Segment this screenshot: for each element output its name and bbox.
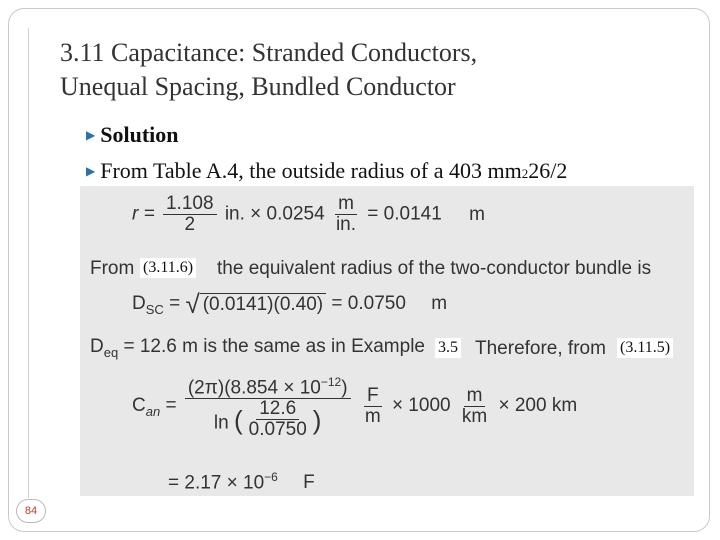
r-unit-fraction [333, 194, 359, 235]
can-equation [132, 372, 577, 440]
can-denominator: ln ( $\frac{12.6}{0.0750}$ ) [213, 398, 322, 441]
can-num-exp: −12 [320, 375, 342, 389]
ref-eq-3-11-5: (3.11.5) [617, 338, 673, 358]
dsc-eq: = [163, 293, 181, 315]
deq-line [90, 336, 425, 360]
slide-title [60, 36, 477, 104]
km-den: km [461, 405, 488, 427]
equation-panel [80, 186, 694, 496]
final-unit: F [303, 472, 315, 494]
bullet-icon: ▶ [86, 128, 96, 142]
deq-text: = 12.6 m is the same as in Example [118, 336, 425, 357]
r-unit: m [469, 203, 485, 225]
r-mid: in. × 0.0254 [224, 203, 325, 225]
can-fraction [185, 372, 351, 440]
r-result: = 0.0141 [367, 203, 442, 225]
equiv-text: the equivalent radius of the two-conductor bundle is [217, 258, 652, 279]
from-word: From [90, 258, 135, 279]
r-lhs: r = [132, 203, 155, 225]
can-unit-den: m [364, 405, 381, 427]
from-table-sup: 2 [521, 166, 529, 181]
r-num: 1.108 [163, 194, 217, 215]
dsc-radicand: (0.0141)(0.40) [200, 293, 326, 316]
km-fraction [459, 386, 490, 427]
can-num: (2π)(8.854 × 10 [187, 377, 321, 399]
dsc-equation [132, 289, 448, 319]
dsc-sub: SC [145, 301, 164, 317]
deq-lhs: D [90, 336, 104, 357]
times-1000: × 1000 [391, 395, 451, 417]
can-numerator [185, 372, 351, 399]
bullet-solution [86, 122, 179, 148]
can-num-close: ) [341, 377, 348, 399]
from-table-tail: 26/2 [528, 158, 568, 183]
can-unit-num: F [364, 386, 382, 407]
r-unit-den: in. [335, 214, 357, 235]
dsc-lhs: D [132, 293, 146, 315]
bullet-from-table [86, 158, 567, 184]
title-line-1: 3.11 Capacitance: Stranded Conductors, [60, 38, 478, 67]
ln-num: 12.6 [256, 399, 299, 420]
can-sub: an [145, 403, 161, 419]
ref-example-3-5: 3.5 [435, 338, 461, 358]
dsc-unit: m [431, 293, 448, 315]
r-den: 2 [184, 214, 196, 235]
r-unit-num: m [335, 194, 357, 215]
can-lhs: C [132, 395, 146, 417]
final-exp: −6 [264, 470, 278, 484]
deq-text-2: Therefore, from [475, 338, 606, 359]
final-result [168, 470, 315, 494]
title-line-2: Unequal Spacing, Bundled Conductor [60, 72, 456, 101]
from-table-text: From Table A.4, the outside radius of a 403 mm [100, 158, 522, 183]
ln-fraction [246, 399, 310, 440]
left-rule [28, 28, 29, 498]
page-number: 84 [16, 499, 46, 523]
km-num: m [464, 386, 486, 407]
dsc-result: = 0.0750 [331, 293, 406, 315]
can-eq: = [160, 395, 177, 417]
r-fraction [163, 194, 217, 235]
sqrt-symbol: √ (0.0141)(0.40) [185, 292, 326, 316]
final-eq: = 2.17 × 10 [168, 472, 265, 494]
r-equation [132, 194, 485, 235]
solution-label: Solution [100, 122, 179, 147]
deq-sub: eq [103, 344, 119, 360]
ln-den: 0.0750 [248, 419, 307, 441]
times-200: × 200 km [498, 395, 578, 417]
bullet-icon: ▶ [86, 164, 96, 178]
ln-label: ln [213, 412, 229, 434]
ref-eq-3-11-6: (3.11.6) [140, 258, 196, 278]
can-unit-fraction [362, 386, 384, 427]
